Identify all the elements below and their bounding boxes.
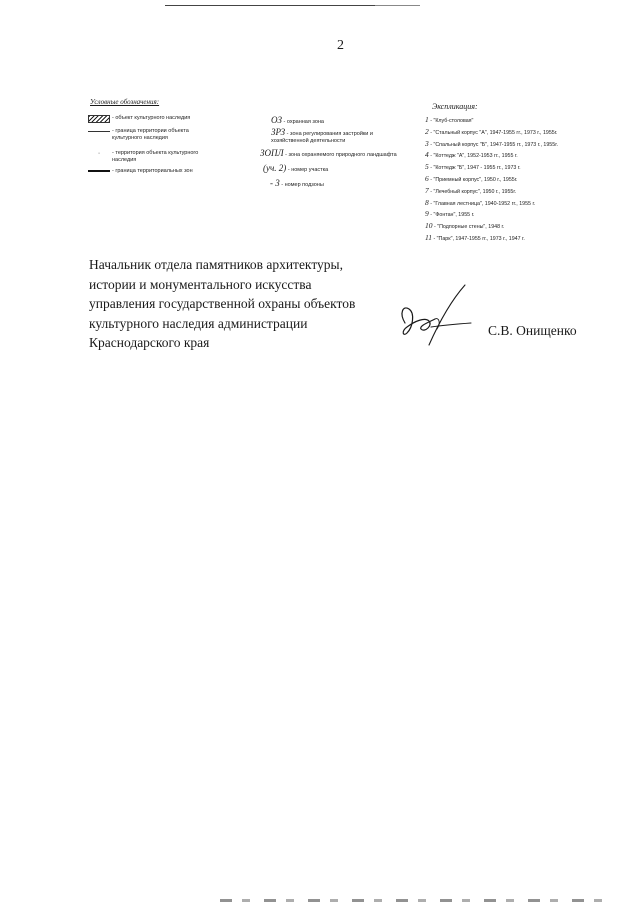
- zone-plot-number: (уч. 2) - номер участка: [263, 163, 329, 173]
- explication-title: Экспликация:: [432, 102, 478, 111]
- list-item: 3 - "Спальный корпус "Б", 1947-1955 гг., 1973 г., 1955г.: [425, 138, 558, 148]
- legend-item-heritage-boundary: - граница территории объекта культурного наследия: [88, 128, 202, 142]
- hatch-swatch-icon: [88, 115, 110, 123]
- position-line: Краснодарского края: [89, 335, 210, 350]
- legend-title: Условные обозначения:: [90, 98, 160, 106]
- handwritten-signature: [395, 283, 475, 353]
- list-item: 11 - "Парк", 1947-1955 гг., 1973 г., 1947 г.: [425, 232, 525, 242]
- list-item: 7 - "Лечебный корпус", 1950 г., 1955г.: [425, 185, 517, 195]
- list-item: 6 - "Приемный корпус", 1950 г., 1955г.: [425, 173, 518, 183]
- signer-name: С.В. Онищенко: [488, 323, 577, 338]
- top-scan-line-short: [375, 5, 420, 6]
- dot-swatch-icon: ·: [97, 150, 101, 157]
- legend-item-heritage-territory: · - территория объекта культурного наследия: [88, 150, 202, 164]
- explication-list: [425, 115, 558, 245]
- list-item: 10 - "Подпорные стены", 1948 г.: [425, 221, 505, 231]
- list-item: 5 - "Коттедж "Б", 1947 - 1955 гг., 1973 г.: [425, 162, 521, 172]
- thin-line-swatch-icon: [88, 131, 110, 132]
- zone-subzone-number: - 3 - номер подзоны: [270, 178, 324, 188]
- bottom-scan-artifact: [220, 899, 610, 902]
- list-item: 8 - "Главная лестница", 1940-1952 гг., 1955 г.: [425, 197, 536, 207]
- list-item: 2 - "Стальный корпус "А", 1947-1955 гг., 1973 г., 1955г.: [425, 126, 558, 136]
- zone-zopl: ЗОПЛ - зона охраняемого природного ландшафта: [260, 148, 397, 158]
- position-line: культурного наследия администрации: [89, 315, 308, 331]
- legend-item-zone-boundary: - граница территориальных зон: [88, 168, 193, 175]
- page-number: 2: [337, 38, 344, 53]
- list-item: 9 - "Фонтан", 1955 г.: [425, 209, 475, 219]
- list-item: 1 - "Клуб-столовая": [425, 115, 474, 124]
- legend-item-heritage-object: - объект культурного наследия: [88, 115, 190, 123]
- position-line: управления государственной охраны объектов: [89, 296, 356, 311]
- zone-oz: ОЗ - охранная зона: [271, 115, 324, 125]
- thick-line-swatch-icon: [88, 170, 110, 172]
- zone-zrz: ЗРЗ - зона регулирования застройки и хозяйственной деятельности: [271, 127, 373, 144]
- position-line: Начальник отдела памятников архитектуры,: [89, 257, 343, 272]
- position-line: истории и монументального искусства: [89, 276, 312, 292]
- signatory-position: [89, 255, 355, 353]
- list-item: 4 - "Коттедж "А", 1952-1953 гг., 1955 г.: [425, 150, 518, 160]
- top-scan-line: [165, 5, 375, 6]
